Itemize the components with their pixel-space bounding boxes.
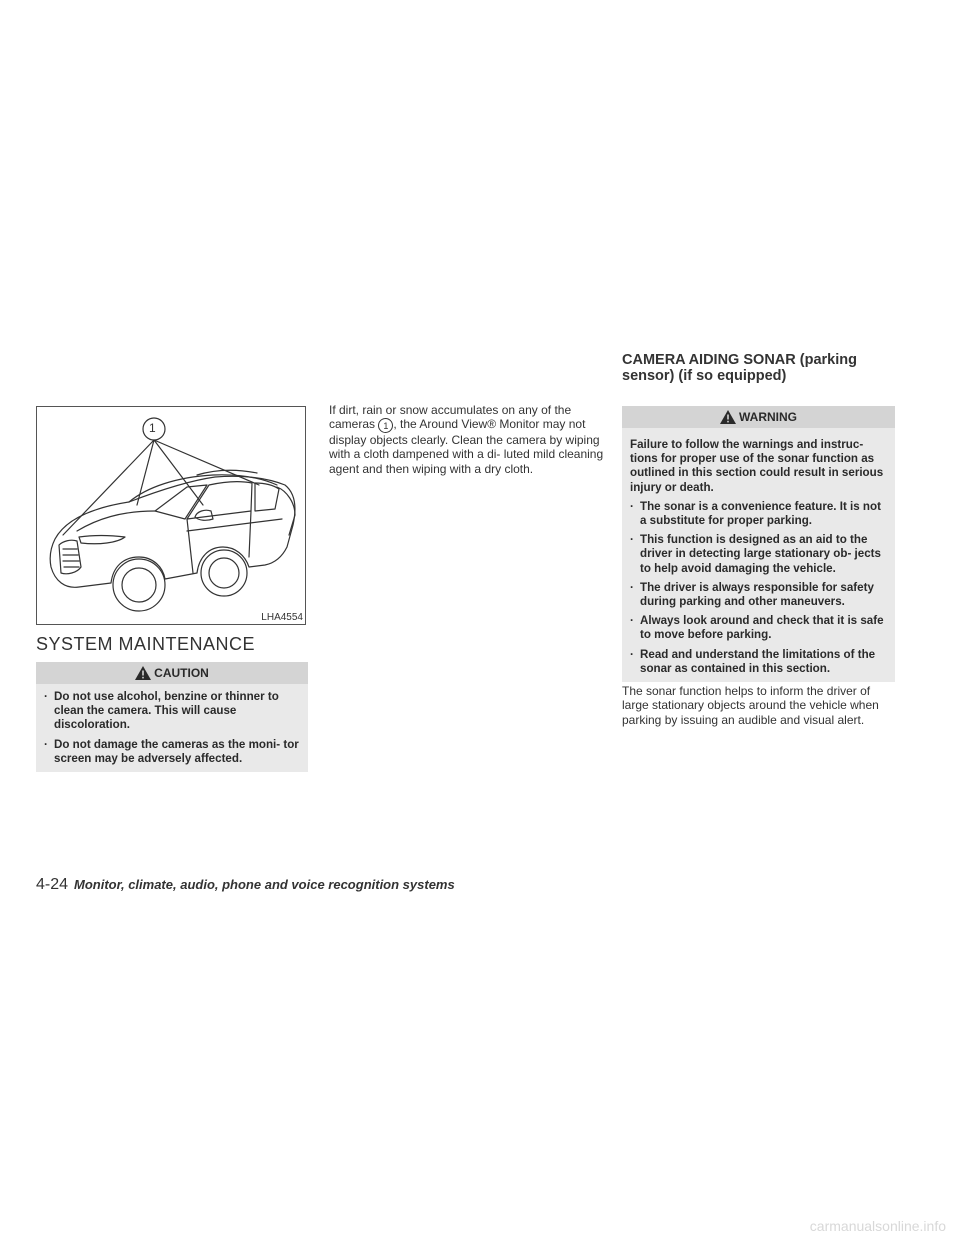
warning-body: [622, 428, 895, 682]
warning-bullet-text: Always look around and check that it is safe to move before parking.: [640, 614, 884, 642]
warning-bullet: · The driver is always responsible for safety during parking and other maneuvers.: [630, 581, 887, 609]
warning-triangle-icon: [135, 666, 151, 680]
caution-header: [36, 662, 308, 684]
chapter-title: Monitor, climate, audio, phone and voice recognition systems: [74, 877, 455, 892]
sonar-heading: CAMERA AIDING SONAR (parking sensor) (if so equipped): [622, 352, 857, 384]
caution-bullet: · Do not damage the cameras as the moni- tor screen may be adversely affected.: [44, 737, 299, 765]
caution-title: CAUTION: [154, 666, 209, 680]
warning-bullet: · The sonar is a convenience feature. It is not a substitute for proper parking.: [630, 500, 887, 528]
callout-number: 1: [149, 421, 156, 435]
caution-bullet-text: Do not use alcohol, benzine or thinner to clean the camera. This will cause discoloration.: [54, 690, 279, 732]
warning-bullet: · Read and understand the limitations of the sonar as contained in this section.: [630, 648, 887, 676]
caution-bullet: · Do not use alcohol, benzine or thinner to clean the camera. This will cause discoloration.: [44, 690, 300, 733]
vehicle-illustration: [37, 407, 305, 624]
sonar-description-paragraph: The sonar function helps to inform the driver of large stationary objects around the vehicle when parking by issuing an audible and visual alert.: [622, 684, 879, 727]
warning-box: [622, 406, 895, 682]
watermark[interactable]: carmanualsonline.info: [809, 1218, 946, 1234]
warning-bullet-text: Read and understand the limitations of the sonar as contained in this section.: [640, 647, 876, 675]
callout-number-inline: 1: [378, 418, 393, 433]
page-number: 4-24: [36, 876, 69, 893]
warning-bullet-text: This function is designed as an aid to the driver in detecting large stationary ob- jects to help avoid damaging the vehicle.: [640, 533, 881, 575]
warning-triangle-icon: [720, 410, 736, 424]
paragraph-text-before: If dirt, rain or snow accumulates on any of the cameras: [329, 403, 572, 432]
warning-title: WARNING: [739, 410, 797, 424]
vehicle-camera-figure: [36, 406, 306, 625]
caution-bullet-text: Do not damage the cameras as the moni- tor screen may be adversely affected.: [54, 737, 299, 765]
warning-intro: Failure to follow the warnings and instruc- tions for proper use of the sonar function as outlined in this section could result in serious injury or death.: [630, 438, 884, 494]
warning-header: [622, 406, 895, 428]
camera-cleaning-paragraph: [329, 403, 604, 476]
caution-box: [36, 662, 308, 772]
warning-bullet-text: The sonar is a convenience feature. It is not a substitute for proper parking.: [640, 499, 881, 528]
section-title: SYSTEM MAINTENANCE: [36, 634, 256, 654]
figure-label: LHA4554: [261, 612, 303, 623]
warning-bullet: · Always look around and check that it is safe to move before parking.: [630, 614, 887, 642]
page-footer: [36, 876, 455, 894]
warning-bullet-text: The driver is always responsible for safety during parking and other maneuvers.: [640, 580, 874, 609]
caution-body: [36, 684, 308, 772]
warning-bullet: · This function is designed as an aid to the driver in detecting large stationary ob- jects to help avoid damaging the vehicle.: [630, 533, 887, 576]
paragraph-text-after: , the Around View® Monitor may not display objects clearly. Clean the camera by wiping with a cloth dampened with a di- luted mild cleaning agent and then wiping with a dry cloth.: [329, 417, 604, 476]
